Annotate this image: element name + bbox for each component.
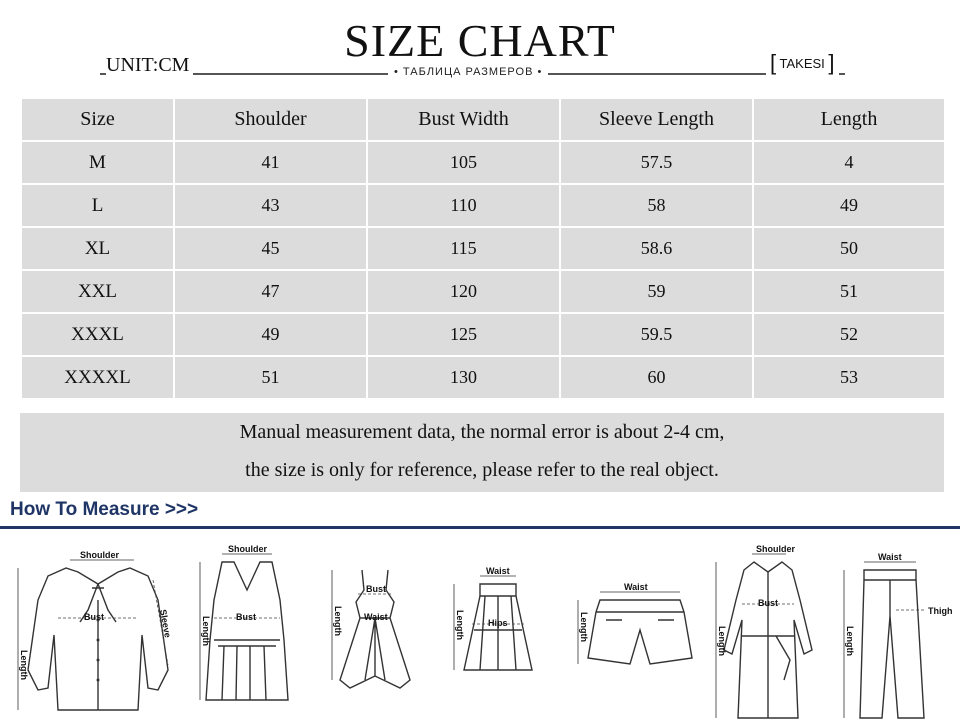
length-label: Length	[455, 610, 465, 640]
table-cell: 57.5	[560, 141, 753, 184]
shoulder-label: Shoulder	[756, 544, 796, 554]
hips-label: Hips	[488, 618, 508, 628]
table-cell: 58.6	[560, 227, 753, 270]
table-row	[21, 270, 945, 313]
skirt-measure-diagram	[440, 540, 550, 720]
thigh-label: Thigh	[928, 606, 953, 616]
waist-label: Waist	[486, 566, 510, 576]
table-row	[21, 313, 945, 356]
size-cell: L	[21, 184, 174, 227]
unit-label: UNIT:CM	[106, 54, 193, 77]
column-header: Length	[753, 98, 945, 141]
table-cell: 60	[560, 356, 753, 399]
column-header: Size	[21, 98, 174, 141]
blouse-measure-diagram	[8, 540, 188, 720]
table-cell: 4	[753, 141, 945, 184]
table-cell: 45	[174, 227, 367, 270]
table-row	[21, 356, 945, 399]
dress-measure-diagram	[320, 540, 430, 720]
shirt-dress-measure-diagram	[706, 540, 826, 720]
table-header-row	[21, 98, 945, 141]
waist-label: Waist	[624, 582, 648, 592]
table-cell: 125	[367, 313, 560, 356]
table-cell: 58	[560, 184, 753, 227]
waist-label: Waist	[878, 552, 902, 562]
brand-label: [ TAKESI ]	[766, 50, 839, 76]
length-label: Length	[333, 606, 343, 636]
note-line: the size is only for reference, please refer to the real object.	[245, 459, 719, 481]
bust-label: Bust	[366, 584, 386, 594]
heading-rule	[0, 526, 960, 529]
size-cell: XL	[21, 227, 174, 270]
tank-top-measure-diagram	[192, 540, 302, 720]
table-cell: 51	[753, 270, 945, 313]
table-row	[21, 184, 945, 227]
size-cell: M	[21, 141, 174, 184]
table-cell: 115	[367, 227, 560, 270]
table-cell: 50	[753, 227, 945, 270]
table-cell: 110	[367, 184, 560, 227]
table-row	[21, 141, 945, 184]
length-label: Length	[201, 616, 211, 646]
table-cell: 52	[753, 313, 945, 356]
table-cell: 53	[753, 356, 945, 399]
shorts-measure-diagram	[566, 540, 696, 720]
russian-subtitle: • ТАБЛИЦА РАЗМЕРОВ •	[388, 66, 548, 78]
bust-label: Bust	[236, 612, 256, 622]
table-cell: 49	[753, 184, 945, 227]
size-cell: XXXL	[21, 313, 174, 356]
measurement-note	[20, 413, 944, 492]
shoulder-label: Shoulder	[228, 544, 268, 554]
length-label: Length	[579, 612, 589, 642]
size-cell: XXL	[21, 270, 174, 313]
table-cell: 51	[174, 356, 367, 399]
size-cell: XXXXL	[21, 356, 174, 399]
column-header: Shoulder	[174, 98, 367, 141]
column-header: Bust Width	[367, 98, 560, 141]
length-label: Length	[845, 626, 855, 656]
note-line: Manual measurement data, the normal error is about 2-4 cm,	[239, 421, 725, 443]
table-cell: 49	[174, 313, 367, 356]
length-label: Length	[19, 650, 29, 680]
table-cell: 130	[367, 356, 560, 399]
shoulder-label: Shoulder	[80, 550, 120, 560]
bust-label: Bust	[758, 598, 778, 608]
table-row	[21, 227, 945, 270]
table-cell: 43	[174, 184, 367, 227]
table-cell: 47	[174, 270, 367, 313]
table-cell: 105	[367, 141, 560, 184]
length-label: Length	[717, 626, 727, 656]
sleeve-label: Sleeve	[158, 608, 173, 639]
bust-label: Bust	[84, 612, 104, 622]
table-cell: 59	[560, 270, 753, 313]
table-cell: 120	[367, 270, 560, 313]
waist-label: Waist	[364, 612, 388, 622]
size-table	[20, 97, 946, 400]
trousers-measure-diagram	[832, 540, 958, 720]
table-cell: 59.5	[560, 313, 753, 356]
table-cell: 41	[174, 141, 367, 184]
how-to-measure-heading: How To Measure >>>	[10, 499, 199, 520]
column-header: Sleeve Length	[560, 98, 753, 141]
page-title: SIZE CHART	[344, 15, 616, 66]
brand-name: TAKESI	[779, 56, 825, 71]
